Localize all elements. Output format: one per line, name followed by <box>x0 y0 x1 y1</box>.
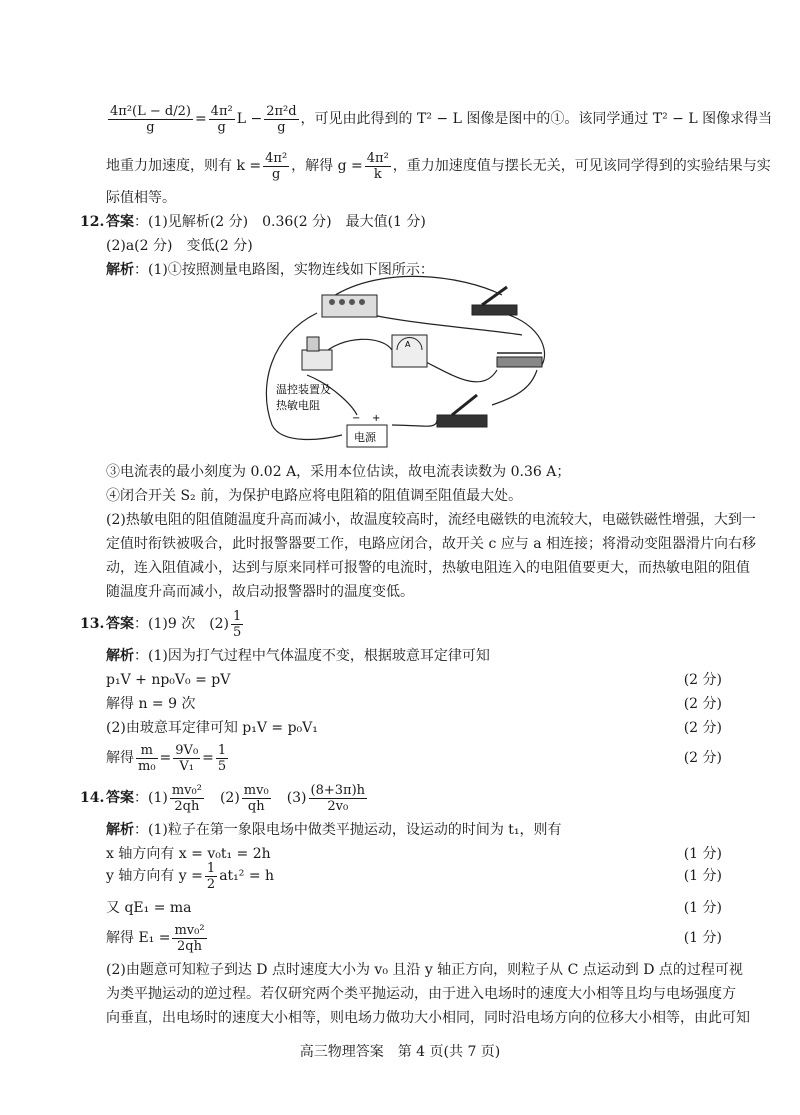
text-line: (2)由题意可知粒子到达 D 点时速度大小为 v₀ 且沿 y 轴正方向，则粒子从 C 点运动到 D 点的过程可视 <box>106 962 743 978</box>
svg-text:−: − <box>352 413 361 424</box>
points: (1 分) <box>683 868 722 884</box>
text-line: 随温度升高而减小，故启动报警器时的温度变低。 <box>106 584 414 600</box>
q12-answer: 答案：(1)见解析(2 分) 0.36(2 分) 最大值(1 分) <box>106 214 426 230</box>
points: (2 分) <box>683 696 722 712</box>
equation: p₁V + np₀V₀ = pV <box>106 672 231 688</box>
fraction: $\frac{\text{9V₀}}{\text{V₁}}$ <box>175 742 199 774</box>
rheostat-icon <box>497 353 542 367</box>
equation: 解得 n = 9 次 <box>106 696 196 712</box>
equation: x 轴方向有 x = v₀t₁ = 2h <box>106 846 271 862</box>
fraction: $\frac{1}{2}$ <box>206 860 216 892</box>
wire <box>492 370 537 405</box>
fraction: $\frac{\text{4π²}}{g}$ <box>265 150 288 182</box>
text-line: ④闭合开关 S₂ 前，为保护电路应将电阻箱的阻值调至阻值最大处。 <box>106 488 523 504</box>
text-line: (2)热敏电阻的阻值随温度升高而减小，故温度较高时，流经电磁铁的电流较大，电磁铁磁性增强，大到一 <box>106 512 756 528</box>
question-number: 13. <box>80 616 105 632</box>
fraction: $\frac{1}{5}$ <box>217 742 227 774</box>
fraction: $\frac{\text{mv₀}}{qh}$ <box>243 782 269 814</box>
q12-answer-2: (2)a(2 分) 变低(2 分) <box>106 238 253 254</box>
q14-analysis: 解析：(1)粒子在第一象限电场中做类平抛运动，设运动的时间为 t₁，则有 <box>106 822 562 838</box>
label-temp-device: 温控装置及 <box>276 383 331 396</box>
equation: 解得 E₁ = $\frac{\text{mv₀²}}{2qh}$ <box>106 922 205 954</box>
wire <box>422 360 497 382</box>
equation: 又 qE₁ = ma <box>106 900 192 916</box>
wire <box>332 276 502 297</box>
thermistor-device-icon <box>302 337 332 370</box>
wire <box>392 420 437 426</box>
text-line: 际值相等。 <box>106 190 176 206</box>
fraction: $\frac{(8+3\pi)h}{\text{2v₀}}$ <box>310 782 366 814</box>
fraction: $\frac{\text{2π²d}}{g}$ <box>266 103 297 135</box>
equation: y 轴方向有 y = $\frac{1}{2}$ at₁² = h <box>106 860 275 892</box>
fraction: $\frac{\text{mv₀²}}{2qh}$ <box>174 922 205 954</box>
points: (1 分) <box>683 930 722 946</box>
q12-analysis: 解析：(1)①按照测量电路图，实物连线如下图所示： <box>106 262 434 278</box>
equation: 解得 $\frac{m}{\text{m₀}}$ = $\frac{\text{9V₀}}{\text{V₁}}$ = $\frac{1}{5}$ <box>106 742 227 774</box>
q13-answer: 答案：(1)9 次 (2) $\frac{1}{5}$ <box>106 608 242 640</box>
equation: (2)由玻意耳定律可知 p₁V = p₀V₁ <box>106 720 318 736</box>
text-line: 为类平抛运动的逆过程。若仅研究两个类平抛运动，由于进入电场时的速度大小相等且均与电场强度方 <box>106 986 736 1002</box>
q13-analysis: 解析：(1)因为打气过程中气体温度不变，根据玻意耳定律可知 <box>106 648 490 664</box>
text-line: 向垂直，出电场时的速度大小相等，则电场力做功大小相同，同时沿电场方向的位移大小相等，由此可知 <box>106 1010 750 1026</box>
label-power: 电源 <box>354 431 376 444</box>
fraction: $\frac{1}{5}$ <box>233 608 242 640</box>
wire <box>372 315 522 335</box>
svg-text:A: A <box>405 340 411 349</box>
fraction: $\frac{\text{4π²}}{g}$ <box>210 103 233 135</box>
ammeter-icon <box>392 335 427 367</box>
points: (2 分) <box>683 720 722 736</box>
text-line: 定值时衔铁被吸合，此时报警器要工作，电路应闭合，故开关 c 应与 a 相连接；将滑动变阻器滑片向右移 <box>106 536 756 552</box>
label-thermistor: 热敏电阻 <box>276 399 320 412</box>
wire <box>266 313 342 439</box>
resistance-box-icon <box>322 295 377 317</box>
points: (2 分) <box>683 750 722 766</box>
text-line: ③电流表的最小刻度为 0.02 A，采用本位估读，故电流表读数为 0.36 A； <box>106 464 571 480</box>
formula-line-1: $\frac{\text{4π²(L − d/2)}}{g}$ = $\frac{\text{4π²}}{g}$ L − $\frac{\text{2π²d}}{g}$ ，可见由此得到的 T² − L 图像是图中的①。该同学通过 T² − L 图像求得当 <box>110 103 773 135</box>
text-line: 动，连入阻值减小，达到与原来同样可报警的电流时，热敏电阻连入的电阻值要更大，而热敏电阻的阻值 <box>106 560 750 576</box>
points: (2 分) <box>683 672 722 688</box>
svg-text:+: + <box>372 413 381 424</box>
points: (1 分) <box>683 846 722 862</box>
fraction: $\frac{\text{mv₀²}}{2qh}$ <box>171 782 202 814</box>
q14-answer: 答案：(1) $\frac{\text{mv₀²}}{2qh}$ (2) $\frac{\text{mv₀}}{qh}$ (3) $\frac{(8+3\pi)h}{\text{2v₀}}$ <box>106 782 366 814</box>
fraction: $\frac{m}{\text{m₀}}$ <box>138 742 156 774</box>
question-number: 14. <box>80 790 105 806</box>
circuit-diagram <box>262 275 562 455</box>
fraction: $\frac{\text{4π²(L − d/2)}}{g}$ <box>110 103 191 135</box>
formula-line-2: 地重力加速度，则有 k = $\frac{\text{4π²}}{g}$ ，解得 g = $\frac{\text{4π²}}{k}$ ，重力加速度值与摆长无关，可见该同学得到的实验结果与实 <box>106 150 771 182</box>
question-number: 12. <box>80 214 105 230</box>
switch-icon <box>437 395 487 427</box>
fraction: $\frac{\text{4π²}}{k}$ <box>366 150 389 182</box>
points: (1 分) <box>683 900 722 916</box>
page-footer: 高三物理答案 第 4 页(共 7 页) <box>299 1044 501 1060</box>
